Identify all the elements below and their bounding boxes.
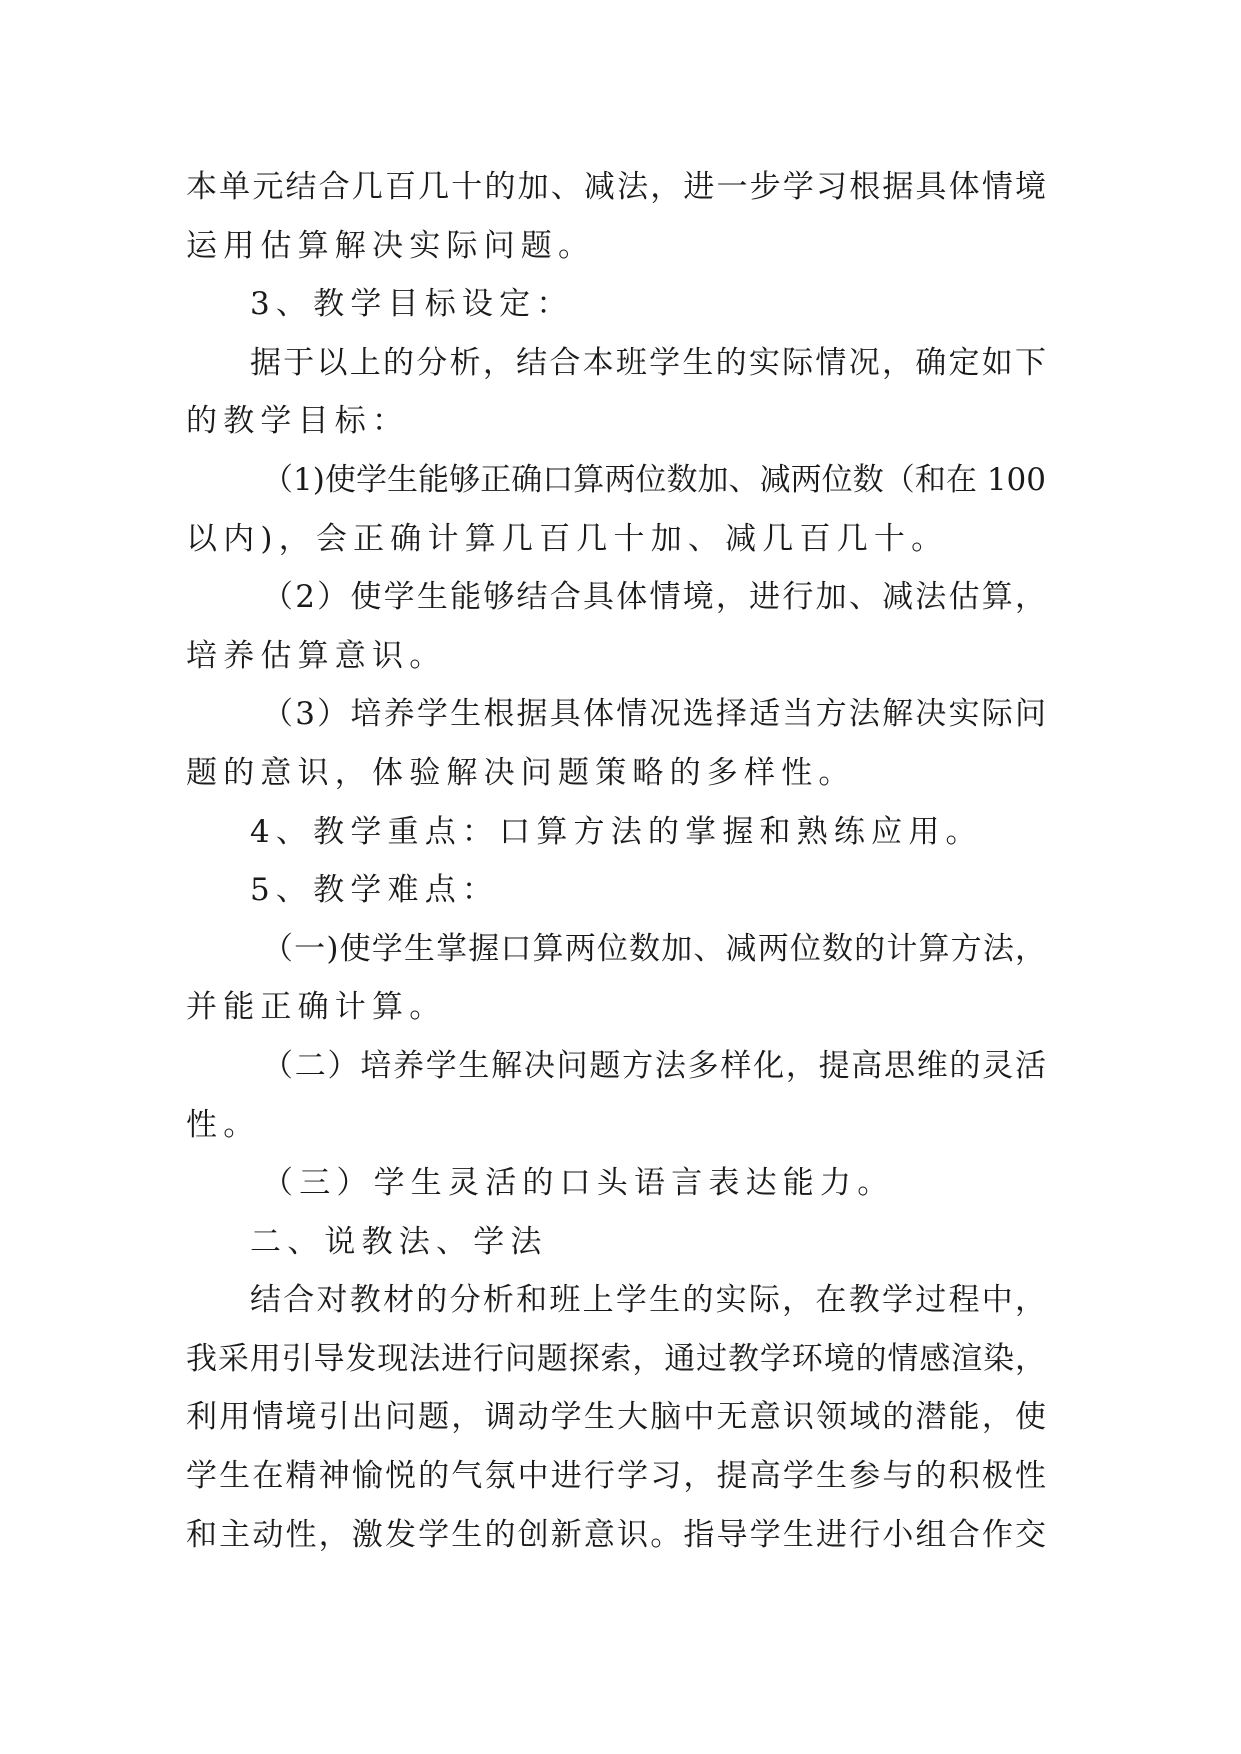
section-heading: 二、说教法、学法: [250, 1223, 548, 1260]
list-item-first-line: （三）学生灵活的口头语言表达能力。: [262, 1165, 895, 1202]
text-line: 以内)，会正确计算几百几十加、减几百几十。: [186, 520, 949, 557]
paragraph-first-line: 结合对教材的分析和班上学生的实际，在教学过程中，: [250, 1282, 1046, 1319]
list-item-first-line: （3）培养学生根据具体情况选择适当方法解决实际问: [262, 696, 1046, 733]
list-item-first-line: （二）培养学生解决问题方法多样化，提高思维的灵活: [262, 1047, 1046, 1084]
text-line: 和主动性，激发学生的创新意识。指导学生进行小组合作交: [186, 1516, 1046, 1553]
list-item-first-line: （一)使学生掌握口算两位数加、减两位数的计算方法，: [262, 930, 1046, 967]
section-heading: 3、教学目标设定：: [250, 286, 574, 323]
text-line: 运用估算解决实际问题。: [186, 227, 596, 264]
text-line: 题的意识，体验解决问题策略的多样性。: [186, 754, 856, 791]
text-line: 并能正确计算。: [186, 989, 447, 1026]
text-line: 利用情境引出问题，调动学生大脑中无意识领域的潜能，使: [186, 1399, 1046, 1436]
text-line: 学生在精神愉悦的气氛中进行学习，提高学生参与的积极性: [186, 1458, 1046, 1495]
paragraph-first-line: 据于以上的分析，结合本班学生的实际情况，确定如下: [250, 344, 1046, 381]
list-item-first-line: （1)使学生能够正确口算两位数加、减两位数（和在 100: [262, 461, 1046, 498]
text-line: 性。: [186, 1106, 261, 1143]
text-line: 的教学目标：: [186, 403, 410, 440]
text-line: 本单元结合几百几十的加、减法，进一步学习根据具体情境: [186, 169, 1046, 205]
text-line: 我采用引导发现法进行问题探索，通过教学环境的情感渲染，: [186, 1340, 1046, 1377]
document-body: [186, 158, 1046, 1564]
section-heading: 5、教学难点：: [250, 872, 500, 909]
list-item-first-line: （2）使学生能够结合具体情境，进行加、减法估算，: [262, 579, 1046, 616]
text-line: 培养估算意识。: [186, 637, 447, 674]
section-heading: 4、教学重点：口算方法的掌握和熟练应用。: [250, 813, 983, 850]
